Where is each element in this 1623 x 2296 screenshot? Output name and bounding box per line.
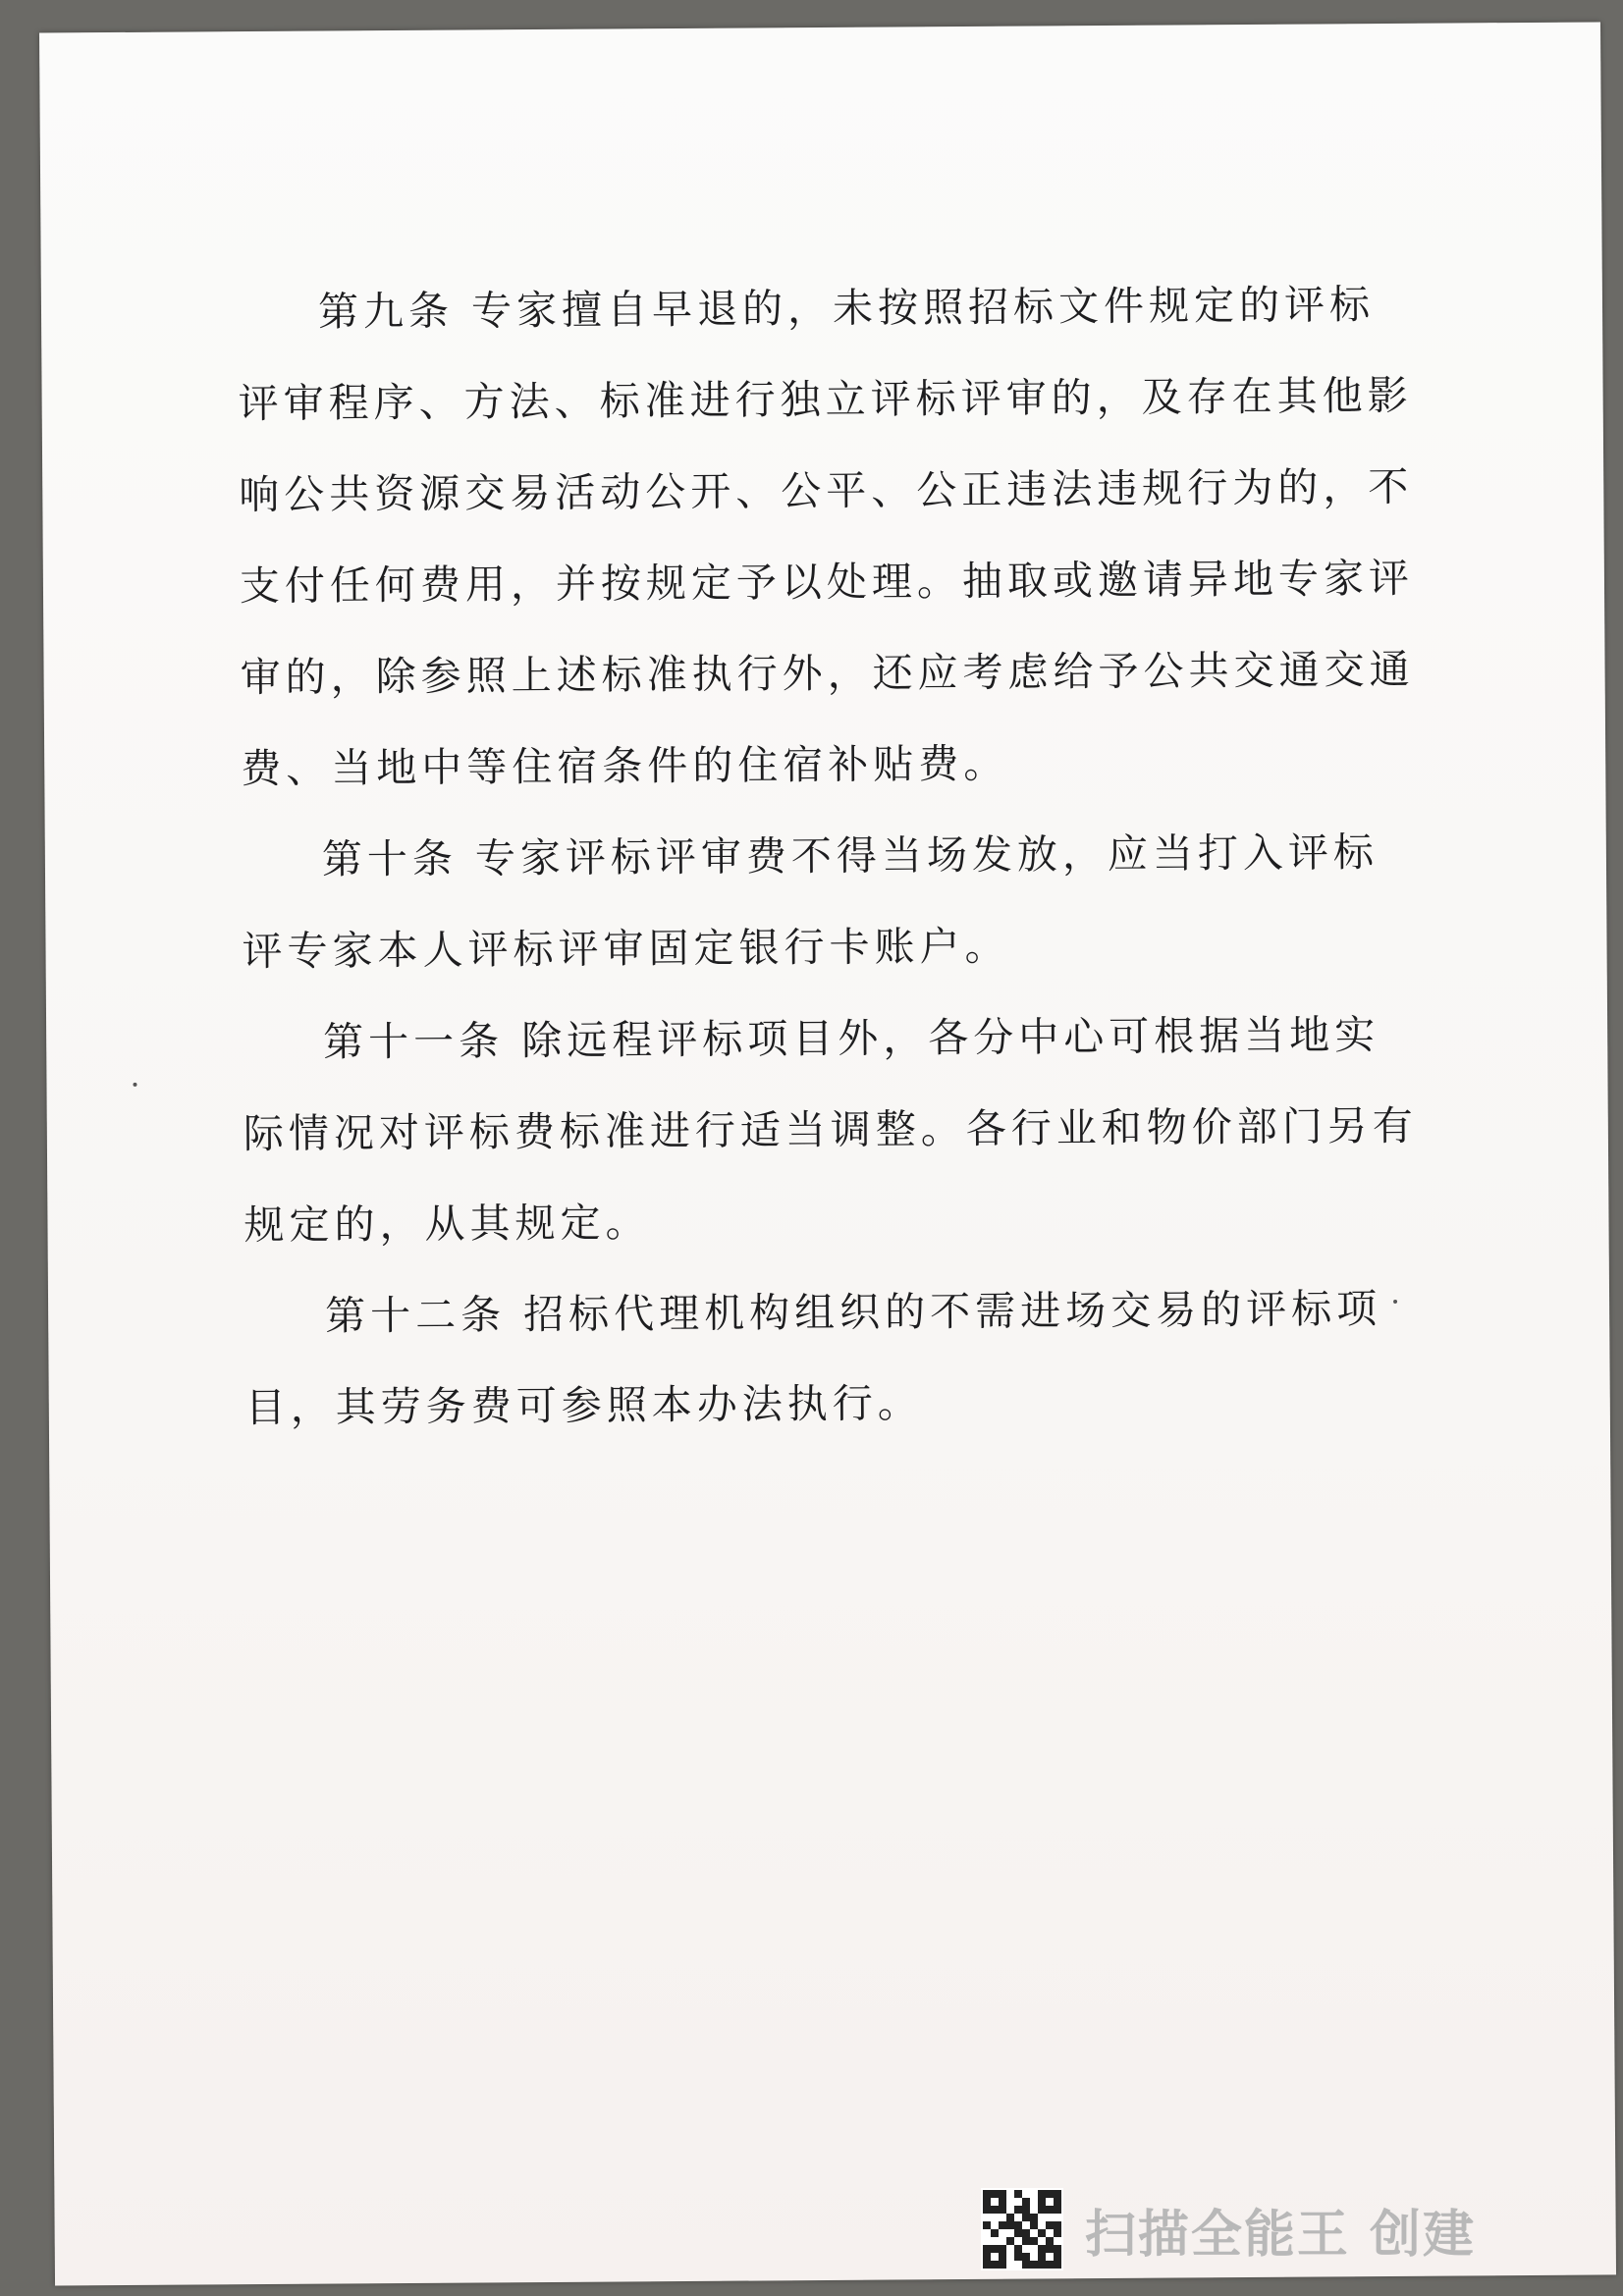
text-line: 响公共资源交易活动公开、公平、公正违法违规行为的，不: [239, 462, 1414, 519]
text-line: 际情况对评标费标准进行适当调整。各行业和物价部门另有: [243, 1101, 1418, 1158]
scan-speck: [1393, 1300, 1397, 1304]
text-line: 评专家本人评标评审固定银行卡账户。: [242, 922, 1010, 976]
article-11: [243, 988, 1462, 1271]
text-line: 审的，除参照上述标准执行外，还应考虑给予公共交通交通: [240, 645, 1415, 702]
watermark-text: 扫描全能王 创建: [1084, 2205, 1476, 2265]
text-line: 评审程序、方法、标准进行独立评标评审的，及存在其他影: [238, 371, 1413, 428]
text-line: 第十条 专家评标评审费不得当场发放，应当打入评标: [321, 828, 1380, 883]
text-line: 第十一条 除远程评标项目外，各分中心可根据当地实: [323, 1011, 1380, 1066]
qr-code-icon: [981, 2188, 1063, 2270]
text-line: 目，其劳务费可参照本办法执行。: [244, 1379, 923, 1432]
text-line: 第九条 专家擅自早退的，未按照招标文件规定的评标: [317, 281, 1376, 336]
text-line: 规定的，从其规定。: [243, 1199, 651, 1250]
document-page: [39, 22, 1616, 2285]
scan-speck: [133, 1083, 136, 1087]
text-line: 支付任何费用，并按规定予以处理。抽取或邀请异地专家评: [239, 554, 1415, 611]
text-line: 第十二条 招标代理机构组织的不需进场交易的评标项: [324, 1285, 1382, 1340]
text-line: 费、当地中等住宿条件的住宿补贴费。: [241, 739, 1009, 793]
document-body: [238, 258, 1463, 1454]
article-12: [244, 1262, 1463, 1454]
scanner-watermark: [981, 2182, 1476, 2276]
article-10: [242, 806, 1460, 997]
article-9: [238, 258, 1459, 815]
